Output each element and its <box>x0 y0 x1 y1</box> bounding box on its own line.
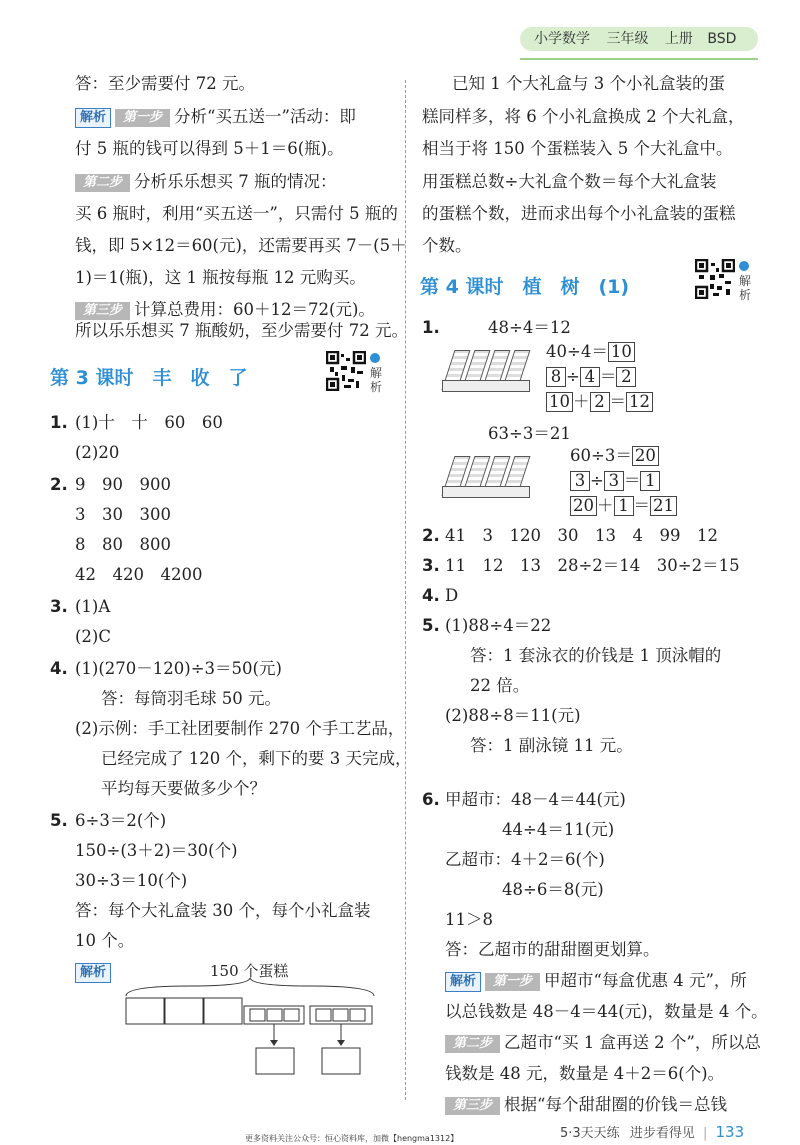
answer-box: 20 <box>570 496 597 516</box>
answer-line: (2)C <box>75 627 111 646</box>
answer-line: 3 ÷ 3 ＝ 1 <box>570 470 660 492</box>
answer-line: 30÷3＝10(个) <box>75 871 188 890</box>
text-line: 以总钱数是 48－4＝44(元)，数量是 4 个。 <box>445 1002 768 1021</box>
q3: 3. <box>50 597 68 616</box>
answer-line: 41 3 120 30 13 4 99 12 <box>445 526 718 545</box>
footer-slogan: 进步看得见 <box>629 1126 695 1141</box>
answer-line: 8 ÷ 4 ＝ 2 <box>546 366 636 388</box>
answer-box: 1 <box>614 496 634 516</box>
text-line: 的蛋糕个数，进而求出每个小礼盒装的蛋糕 <box>422 204 736 223</box>
analysis-step2 <box>75 171 337 193</box>
analysis-step1 <box>75 106 356 128</box>
answer-line: 48÷6＝8(元) <box>502 880 604 899</box>
q4: 4. <box>422 586 440 605</box>
text-line: 1)＝1(瓶)，这 1 瓶按每瓶 12 元购买。 <box>75 268 366 287</box>
diagram-label: 150 个蛋糕 <box>210 962 289 980</box>
answer-line: 150÷(3＋2)＝30(个) <box>75 841 238 860</box>
answer-box: 20 <box>632 446 659 466</box>
qr-code-icon[interactable] <box>695 259 735 303</box>
step1-tag: 第一步 <box>115 109 170 127</box>
answer-line: 乙超市：4＋2＝6(个) <box>445 850 605 869</box>
answer-line: (1)十 十 60 60 <box>75 413 223 432</box>
answer-box: 3 <box>570 471 590 491</box>
text: 根据“每个甜甜圈的价钱＝总钱 <box>504 1095 727 1114</box>
header-rule <box>520 58 758 60</box>
diagram-svg <box>120 960 390 1080</box>
q1: 1. <box>422 318 440 337</box>
answer-box: 10 <box>608 342 635 362</box>
answer-line: 8 80 800 <box>75 535 171 554</box>
q5: 5. <box>50 811 68 830</box>
answer-line: 甲超市：48－4＝44(元) <box>445 790 626 809</box>
eq: 60÷3＝ <box>570 446 632 465</box>
pencil-group-icon <box>442 350 532 392</box>
analysis-step1 <box>445 970 747 992</box>
q5: 5. <box>422 616 440 635</box>
text: 乙超市“买 1 盒再送 2 个”，所以总 <box>504 1033 761 1052</box>
answer-box: 2 <box>590 392 610 412</box>
answer-box: 1 <box>640 471 660 491</box>
answer-line: 10 ＋ 2 ＝ 12 <box>546 391 653 413</box>
answer-box: 10 <box>546 392 573 412</box>
text: 计算总费用：60＋12＝72(元)。 <box>134 300 375 319</box>
answer-line: 63÷3＝21 <box>488 424 571 443</box>
footer-brand: 5·3天天练 <box>560 1126 620 1141</box>
header-edition: BSD <box>707 31 737 47</box>
answer-line <box>546 341 635 363</box>
column-divider <box>405 80 406 1100</box>
answer-line: 6÷3＝2(个) <box>75 811 167 830</box>
answer-line: (2)示例：手工社团要制作 270 个手工艺品， <box>75 719 405 738</box>
scan-text: 解析 <box>739 274 752 302</box>
answer-line: 答：至少需要付 72 元。 <box>75 74 255 93</box>
cake-diagram <box>120 960 390 1080</box>
scan-label <box>370 352 384 394</box>
analysis-label <box>75 961 115 983</box>
text-line: 糕同样多，将 6 个小礼盒换成 2 个大礼盒， <box>422 107 745 126</box>
header-grade: 三年级 <box>606 31 649 47</box>
answer-line: (2)88÷8＝11(元) <box>445 706 581 725</box>
answer-line: 答：1 副泳镜 11 元。 <box>470 736 633 755</box>
answer-line: (1)88÷4＝22 <box>445 616 552 635</box>
text-line: 用蛋糕总数÷大礼盒个数＝每个大礼盒装 <box>422 172 717 191</box>
answer-line: 3 30 300 <box>75 505 171 524</box>
lesson-title: 第 3 课时 丰 收 了 <box>50 367 248 389</box>
answer-line: 20 ＋ 1 ＝ 21 <box>570 495 677 517</box>
watermark-note: 更多资料关注公众号：恒心资料库，加微【hengma1312】 <box>245 1134 459 1143</box>
answer-line: 已经完成了 120 个，剩下的要 3 天完成， <box>101 749 412 768</box>
answer-box: 3 <box>604 471 624 491</box>
answer-line: 44÷4＝11(元) <box>502 820 615 839</box>
header-subject: 小学数学 <box>534 31 590 47</box>
text: 分析乐乐想买 7 瓶的情况： <box>134 172 337 191</box>
text-line: 钱数是 48 元，数量是 4＋2＝6(个)。 <box>445 1064 725 1083</box>
answer-line: 9 90 900 <box>75 475 171 494</box>
jiexi-tag: 解析 <box>75 963 111 983</box>
page-number: 133 <box>715 1123 745 1141</box>
answer-box: 2 <box>616 367 636 387</box>
scan-label <box>739 260 753 302</box>
answer-line: 10 个。 <box>75 931 135 950</box>
text-line: 相当于将 150 个蛋糕装入 5 个大礼盒中。 <box>422 139 733 158</box>
qr-code-icon[interactable] <box>326 351 366 395</box>
answer-line: 答：每筒羽毛球 50 元。 <box>101 689 281 708</box>
answer-line: 11＞8 <box>445 910 493 929</box>
analysis-step2 <box>445 1032 761 1054</box>
text: 分析“买五送一”活动：即 <box>174 107 356 126</box>
answer-line: 48÷4＝12 <box>488 318 571 337</box>
eq: 40÷4＝ <box>546 342 608 361</box>
answer-line: 42 420 4200 <box>75 565 203 584</box>
answer-line: 答：乙超市的甜甜圈更划算。 <box>445 940 660 959</box>
text-line: 已知 1 个大礼盒与 3 个小礼盒装的蛋 <box>452 74 725 93</box>
text-line: 钱，即 5×12＝60(元)，还需要再买 7－(5＋ <box>75 236 407 255</box>
lesson-title: 第 4 课时 植 树 (1) <box>420 276 630 298</box>
answer-line: 22 倍。 <box>470 676 530 695</box>
answer-line: (2)20 <box>75 443 120 462</box>
text-line: 付 5 瓶的钱可以得到 5＋1＝6(瓶)。 <box>75 139 344 158</box>
q3: 3. <box>422 556 440 575</box>
q2: 2. <box>422 526 440 545</box>
answer-box: 12 <box>626 392 653 412</box>
answer-line: (1)A <box>75 597 111 616</box>
step3-tag: 第三步 <box>445 1097 500 1115</box>
answer-box: 8 <box>546 367 566 387</box>
analysis-step3 <box>445 1094 727 1116</box>
q4: 4. <box>50 659 68 678</box>
text-line: 买 6 瓶时，利用“买五送一”，只需付 5 瓶的 <box>75 204 398 223</box>
text-line: 个数。 <box>422 236 472 255</box>
text: 甲超市“每盒优惠 4 元”，所 <box>544 971 747 990</box>
step2-tag: 第二步 <box>75 174 130 192</box>
pencil-group-icon <box>442 456 532 498</box>
answer-line: 答：每个大礼盒装 30 个，每个小礼盒装 <box>75 901 371 920</box>
q2: 2. <box>50 475 68 494</box>
answer-line: 答：1 套泳衣的价钱是 1 顶泳帽的 <box>470 646 722 665</box>
step1-tag: 第一步 <box>485 973 540 991</box>
jiexi-tag: 解析 <box>445 972 481 992</box>
jiexi-tag: 解析 <box>75 108 111 128</box>
scan-text: 解析 <box>370 366 383 394</box>
step3-tag: 第三步 <box>75 302 130 320</box>
q1: 1. <box>50 413 68 432</box>
answer-line <box>570 445 659 467</box>
answer-line: (1)(270－120)÷3＝50(元) <box>75 659 282 678</box>
step2-tag: 第二步 <box>445 1035 500 1053</box>
conclusion-line: 所以乐乐想买 7 瓶酸奶，至少需要付 72 元。 <box>75 321 408 340</box>
answer-box: 21 <box>650 496 677 516</box>
answer-line: 平均每天要做多少个？ <box>101 779 266 798</box>
page-header <box>520 27 758 51</box>
play-icon <box>370 353 380 363</box>
answer-line: 11 12 13 28÷2＝14 30÷2＝15 <box>445 556 740 575</box>
analysis-step3 <box>75 299 375 321</box>
answer-line: D <box>445 586 459 605</box>
header-volume: 上册 <box>664 31 693 47</box>
page-footer: 5·3天天练 进步看得见 | 133 <box>560 1123 745 1141</box>
play-icon <box>739 261 749 271</box>
q6: 6. <box>422 790 440 809</box>
answer-box: 4 <box>580 367 600 387</box>
